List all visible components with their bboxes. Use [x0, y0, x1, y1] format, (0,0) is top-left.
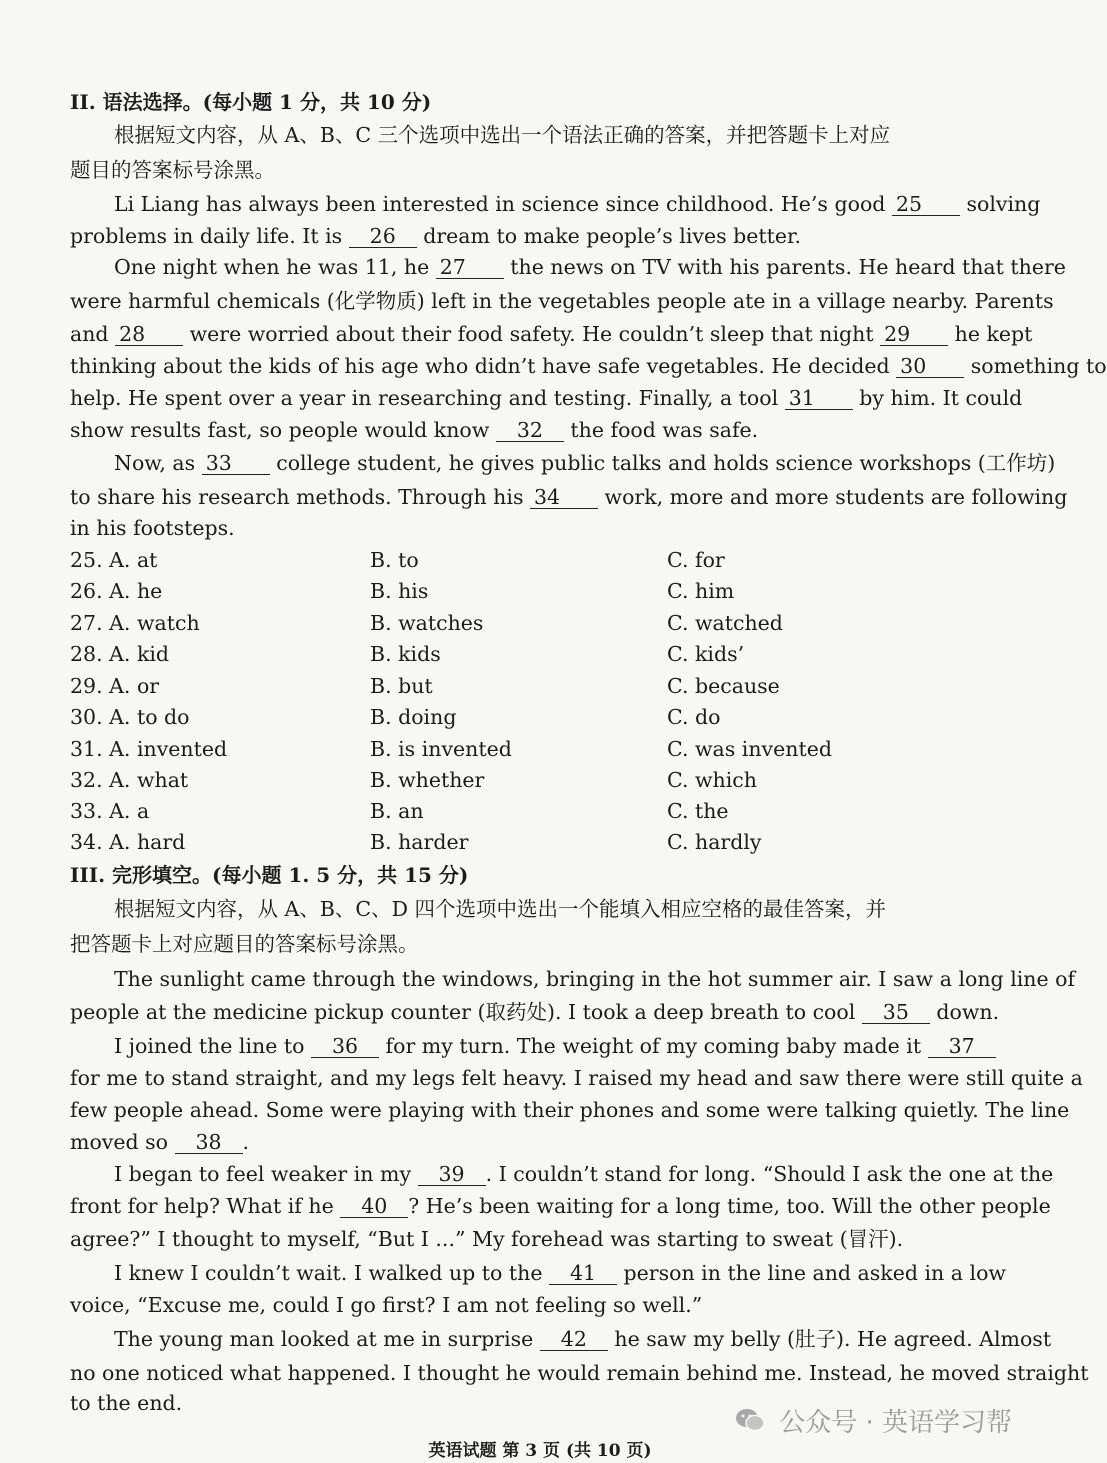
passage-text: One night when he was 11, he [114, 255, 430, 279]
passage-line [70, 222, 980, 250]
passage-text: front for help? What if he [70, 1194, 334, 1218]
passage-line [70, 416, 980, 444]
option-b: B. but [370, 674, 433, 698]
passage-text: the news on TV with his parents. He heard that there [510, 255, 1066, 279]
answer-blank: 25 [892, 193, 960, 216]
passage-text: . [242, 1130, 250, 1154]
passage-text: agree?” I thought to myself, “But I ...” My forehead was starting to sweat (冒汗). [70, 1227, 904, 1251]
option-row [70, 577, 980, 605]
option-c: C. him [667, 579, 735, 603]
passage-text: ? He’s been waiting for a long time, too. Will the other people [408, 1194, 1051, 1218]
passage-text: I knew I couldn’t wait. I walked up to the [114, 1261, 543, 1285]
answer-blank: 30 [896, 355, 964, 378]
answer-blank: 33 [202, 452, 270, 475]
passage-text: help. He spent over a year in researching and testing. Finally, a tool [70, 386, 779, 410]
passage-text: the food was safe. [570, 418, 759, 442]
option-a: 31. A. invented [70, 737, 228, 761]
option-c: C. kids’ [667, 642, 745, 666]
passage-line [114, 449, 1056, 477]
answer-blank: 42 [540, 1328, 608, 1351]
passage-text: I joined the line to [114, 1034, 305, 1058]
passage-line [70, 1291, 980, 1319]
option-a: 26. A. he [70, 579, 163, 603]
option-a: 34. A. hard [70, 830, 186, 854]
passage-text: were harmful chemicals (化学物质) left in the vegetables people ate in a village nearby. Parents [70, 289, 1054, 313]
passage-text: by him. It could [859, 386, 1023, 410]
passage-text: dream to make people’s lives better. [423, 224, 802, 248]
section-2-title: II. 语法选择。(每小题 1 分，共 10 分) [70, 90, 432, 114]
passage-line [70, 1064, 1083, 1092]
passage-line [114, 1032, 980, 1060]
passage-line [70, 483, 1068, 511]
option-b: B. harder [370, 830, 469, 854]
option-b: B. kids [370, 642, 441, 666]
passage-text: for me to stand straight, and my legs felt heavy. I raised my head and saw there were still quite a [70, 1066, 1083, 1090]
wechat-watermark [735, 1402, 1012, 1440]
passage-line [70, 1096, 1070, 1124]
option-b: B. whether [370, 768, 485, 792]
passage-text: something to [970, 354, 1107, 378]
option-a: 28. A. kid [70, 642, 170, 666]
option-c: C. do [667, 705, 721, 729]
answer-blank: 36 [311, 1035, 379, 1058]
passage-line [70, 1192, 1051, 1220]
option-row [70, 766, 980, 794]
passage-text: voice, “Excuse me, could I go first? I am not feeling so well.” [70, 1293, 703, 1317]
option-b: B. is invented [370, 737, 512, 761]
passage-text: in his footsteps. [70, 516, 235, 540]
answer-blank: 34 [530, 486, 598, 509]
passage-line [70, 1128, 980, 1156]
passage-text: Now, as [114, 451, 196, 475]
passage-line [70, 352, 1107, 380]
option-a: 30. A. to do [70, 705, 190, 729]
option-b: B. an [370, 799, 424, 823]
passage-text: to share his research methods. Through his [70, 485, 524, 509]
passage-text: show results fast, so people would know [70, 418, 490, 442]
section-2-instruction-cont: 题目的答案标号涂黑。 [70, 158, 275, 182]
option-c: C. the [667, 799, 729, 823]
answer-blank: 40 [340, 1195, 408, 1218]
option-c: C. for [667, 548, 725, 572]
passage-text: The sunlight came through the windows, bringing in the hot summer air. I saw a long line of [114, 967, 1076, 991]
option-a: 33. A. a [70, 799, 150, 823]
passage-text: to the end. [70, 1391, 183, 1415]
passage-text: work, more and more students are following [604, 485, 1068, 509]
page-footer: 英语试题 第 3 页 (共 10 页) [428, 1441, 652, 1461]
passage-line [114, 965, 1076, 993]
passage-text: few people ahead. Some were playing with their phones and some were talking quietly. The line [70, 1098, 1070, 1122]
passage-text: no one noticed what happened. I thought he would remain behind me. Instead, he moved straight [70, 1361, 1089, 1385]
option-row [70, 828, 980, 856]
option-a: 29. A. or [70, 674, 160, 698]
option-a: 32. A. what [70, 768, 189, 792]
passage-text: thinking about the kids of his age who didn’t have safe vegetables. He decided [70, 354, 890, 378]
passage-line [114, 253, 1066, 281]
option-row [70, 609, 980, 637]
passage-line [70, 514, 980, 542]
passage-line [114, 1160, 1054, 1188]
option-row [70, 640, 980, 668]
passage-line [114, 190, 1041, 218]
option-a: 25. A. at [70, 548, 158, 572]
passage-text: problems in daily life. It is [70, 224, 343, 248]
passage-line [114, 1259, 1006, 1287]
passage-text: he saw my belly (肚子). He agreed. Almost [614, 1327, 1052, 1351]
passage-line [70, 1225, 980, 1253]
answer-blank: 35 [862, 1001, 930, 1024]
answer-blank: 41 [549, 1262, 617, 1285]
option-c: C. was invented [667, 737, 832, 761]
answer-blank: 38 [175, 1131, 243, 1154]
passage-text: solving [966, 192, 1041, 216]
section-3-instruction-cont: 把答题卡上对应题目的答案标号涂黑。 [70, 932, 419, 956]
answer-blank: 27 [436, 256, 504, 279]
section-3-title: III. 完形填空。(每小题 1. 5 分，共 15 分) [70, 863, 469, 887]
passage-line [70, 384, 1023, 412]
option-row [70, 797, 980, 825]
passage-line [70, 1359, 1089, 1387]
answer-blank: 28 [115, 323, 183, 346]
option-b: B. doing [370, 705, 457, 729]
watermark-text: 公众号 · 英语学习帮 [779, 1408, 1013, 1438]
answer-blank: 37 [928, 1035, 996, 1058]
option-a: 27. A. watch [70, 611, 200, 635]
passage-text: . I couldn’t stand for long. “Should I ask the one at the [485, 1162, 1054, 1186]
passage-text: I began to feel weaker in my [114, 1162, 412, 1186]
option-row [70, 672, 980, 700]
option-c: C. watched [667, 611, 783, 635]
passage-text: for my turn. The weight of my coming baby made it [385, 1034, 922, 1058]
answer-blank: 31 [785, 387, 853, 410]
option-row [70, 735, 980, 763]
passage-text: moved so [70, 1130, 168, 1154]
option-row [70, 546, 980, 574]
section-2-instruction: 根据短文内容，从 A、B、C 三个选项中选出一个语法正确的答案，并把答题卡上对应 [114, 123, 891, 147]
option-b: B. watches [370, 611, 484, 635]
passage-text: and [70, 322, 109, 346]
option-c: C. which [667, 768, 757, 792]
passage-line [70, 287, 1054, 315]
option-b: B. his [370, 579, 429, 603]
section-3-instruction: 根据短文内容，从 A、B、C、D 四个选项中选出一个能填入相应空格的最佳答案，并 [114, 897, 887, 921]
passage-text: The young man looked at me in surprise [114, 1327, 534, 1351]
passage-text: were worried about their food safety. He couldn’t sleep that night [189, 322, 874, 346]
passage-text: college student, he gives public talks and holds science workshops (工作坊) [276, 451, 1056, 475]
answer-blank: 29 [880, 323, 948, 346]
passage-line [114, 1325, 1052, 1353]
answer-blank: 39 [418, 1163, 486, 1186]
passage-line [70, 320, 1033, 348]
option-b: B. to [370, 548, 419, 572]
option-row [70, 703, 980, 731]
answer-blank: 32 [496, 419, 564, 442]
passage-line [70, 998, 1000, 1026]
passage-text: person in the line and asked in a low [623, 1261, 1006, 1285]
passage-text: Li Liang has always been interested in science since childhood. He’s good [114, 192, 886, 216]
option-c: C. hardly [667, 830, 762, 854]
passage-text: he kept [954, 322, 1033, 346]
answer-blank: 26 [349, 225, 417, 248]
option-c: C. because [667, 674, 780, 698]
passage-text: people at the medicine pickup counter (取药处). I took a deep breath to cool [70, 1000, 856, 1024]
passage-text: down. [936, 1000, 1000, 1024]
